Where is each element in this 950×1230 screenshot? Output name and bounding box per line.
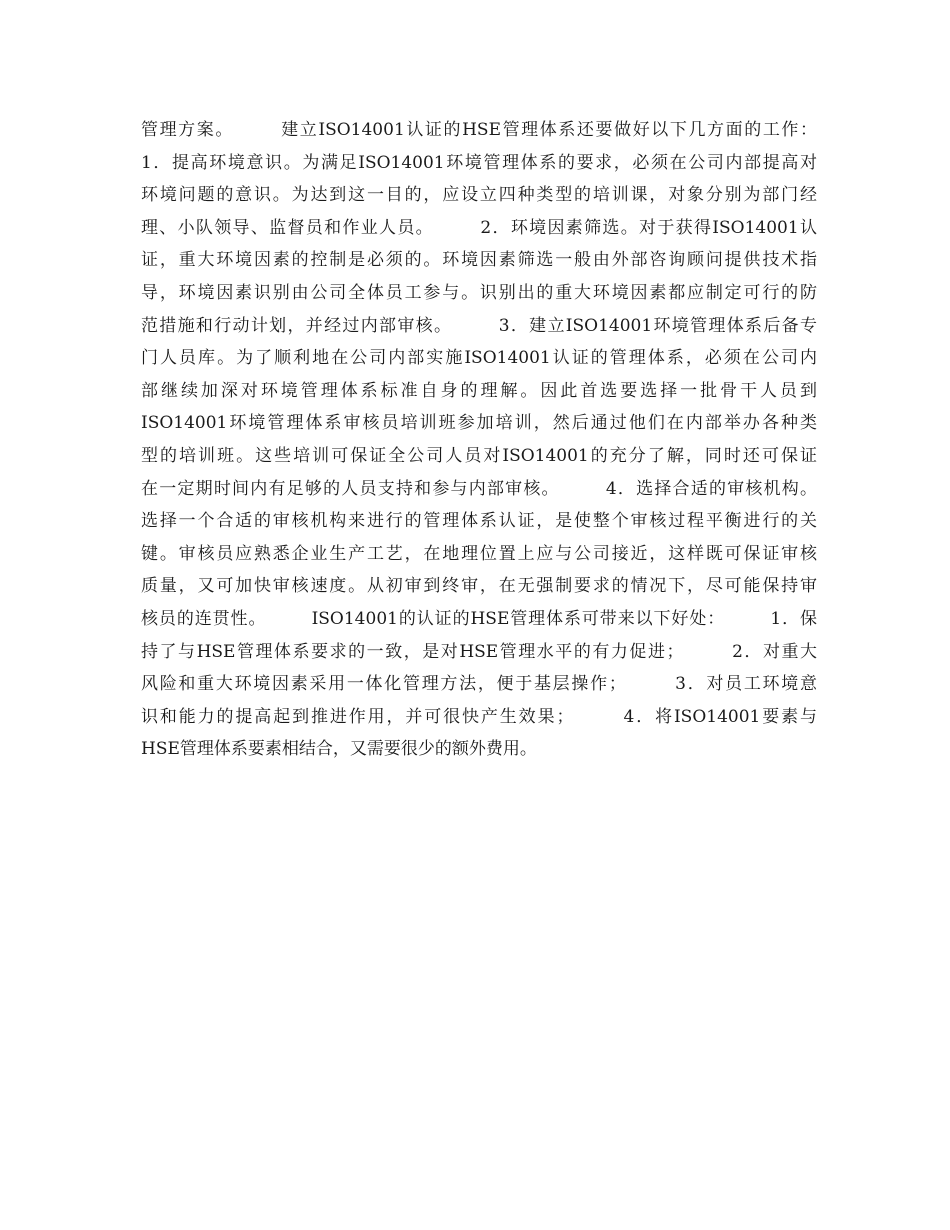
text-line-6: 导，环境因素识别由公司全体员工参与。识别出的重大环境因素都应制定可行的防 (141, 282, 817, 303)
text-line-18: 风险和重大环境因素采用一体化管理方法，便于基层操作； 3．对员工环境意 (141, 674, 817, 695)
text-line-16: 核员的连贯性。 ISO14001的认证的HSE管理体系可带来以下好处： 1．保 (141, 608, 817, 629)
text-line-15: 质量，又可加快审核速度。从初审到终审，在无强制要求的情况下，尽可能保持审 (141, 576, 817, 597)
text-line-3: 环境问题的意识。为达到这一目的，应设立四种类型的培训课，对象分别为部门经 (141, 185, 817, 206)
text-line-7: 范措施和行动计划，并经过内部审核。 3．建立ISO14001环境管理体系后备专 (141, 315, 817, 336)
text-line-1: 管理方案。 建立ISO14001认证的HSE管理体系还要做好以下几方面的工作： (141, 120, 817, 140)
text-line-10: ISO14001环境管理体系审核员培训班参加培训，然后通过他们在内部举办各种类 (141, 413, 817, 434)
body-text (141, 114, 817, 766)
text-line-14: 键。审核员应熟悉企业生产工艺，在地理位置上应与公司接近，这样既可保证审核 (141, 543, 817, 564)
text-line-5: 证，重大环境因素的控制是必须的。环境因素筛选一般由外部咨询顾问提供技术指 (141, 250, 817, 271)
text-line-17: 持了与HSE管理体系要求的一致，是对HSE管理水平的有力促进； 2．对重大 (141, 641, 817, 662)
text-line-9: 部继续加深对环境管理体系标准自身的理解。因此首选要选择一批骨干人员到 (141, 380, 817, 401)
text-line-8: 门人员库。为了顺利地在公司内部实施ISO14001认证的管理体系，必须在公司内 (141, 348, 817, 369)
text-line-4: 理、小队领导、监督员和作业人员。 2．环境因素筛选。对于获得ISO14001认 (141, 217, 817, 238)
text-line-20: HSE管理体系要素相结合，又需要很少的额外费用。 (141, 739, 537, 760)
text-line-2: 1．提高环境意识。为满足ISO14001环境管理体系的要求，必须在公司内部提高对 (141, 152, 817, 173)
text-line-12: 在一定期时间内有足够的人员支持和参与内部审核。 4．选择合适的审核机构。 (141, 478, 817, 499)
text-line-19: 识和能力的提高起到推进作用，并可很快产生效果； 4．将ISO14001要素与 (141, 706, 817, 727)
text-line-11: 型的培训班。这些培训可保证全公司人员对ISO14001的充分了解，同时还可保证 (141, 445, 817, 466)
text-line-13: 选择一个合适的审核机构来进行的管理体系认证，是使整个审核过程平衡进行的关 (141, 511, 817, 532)
